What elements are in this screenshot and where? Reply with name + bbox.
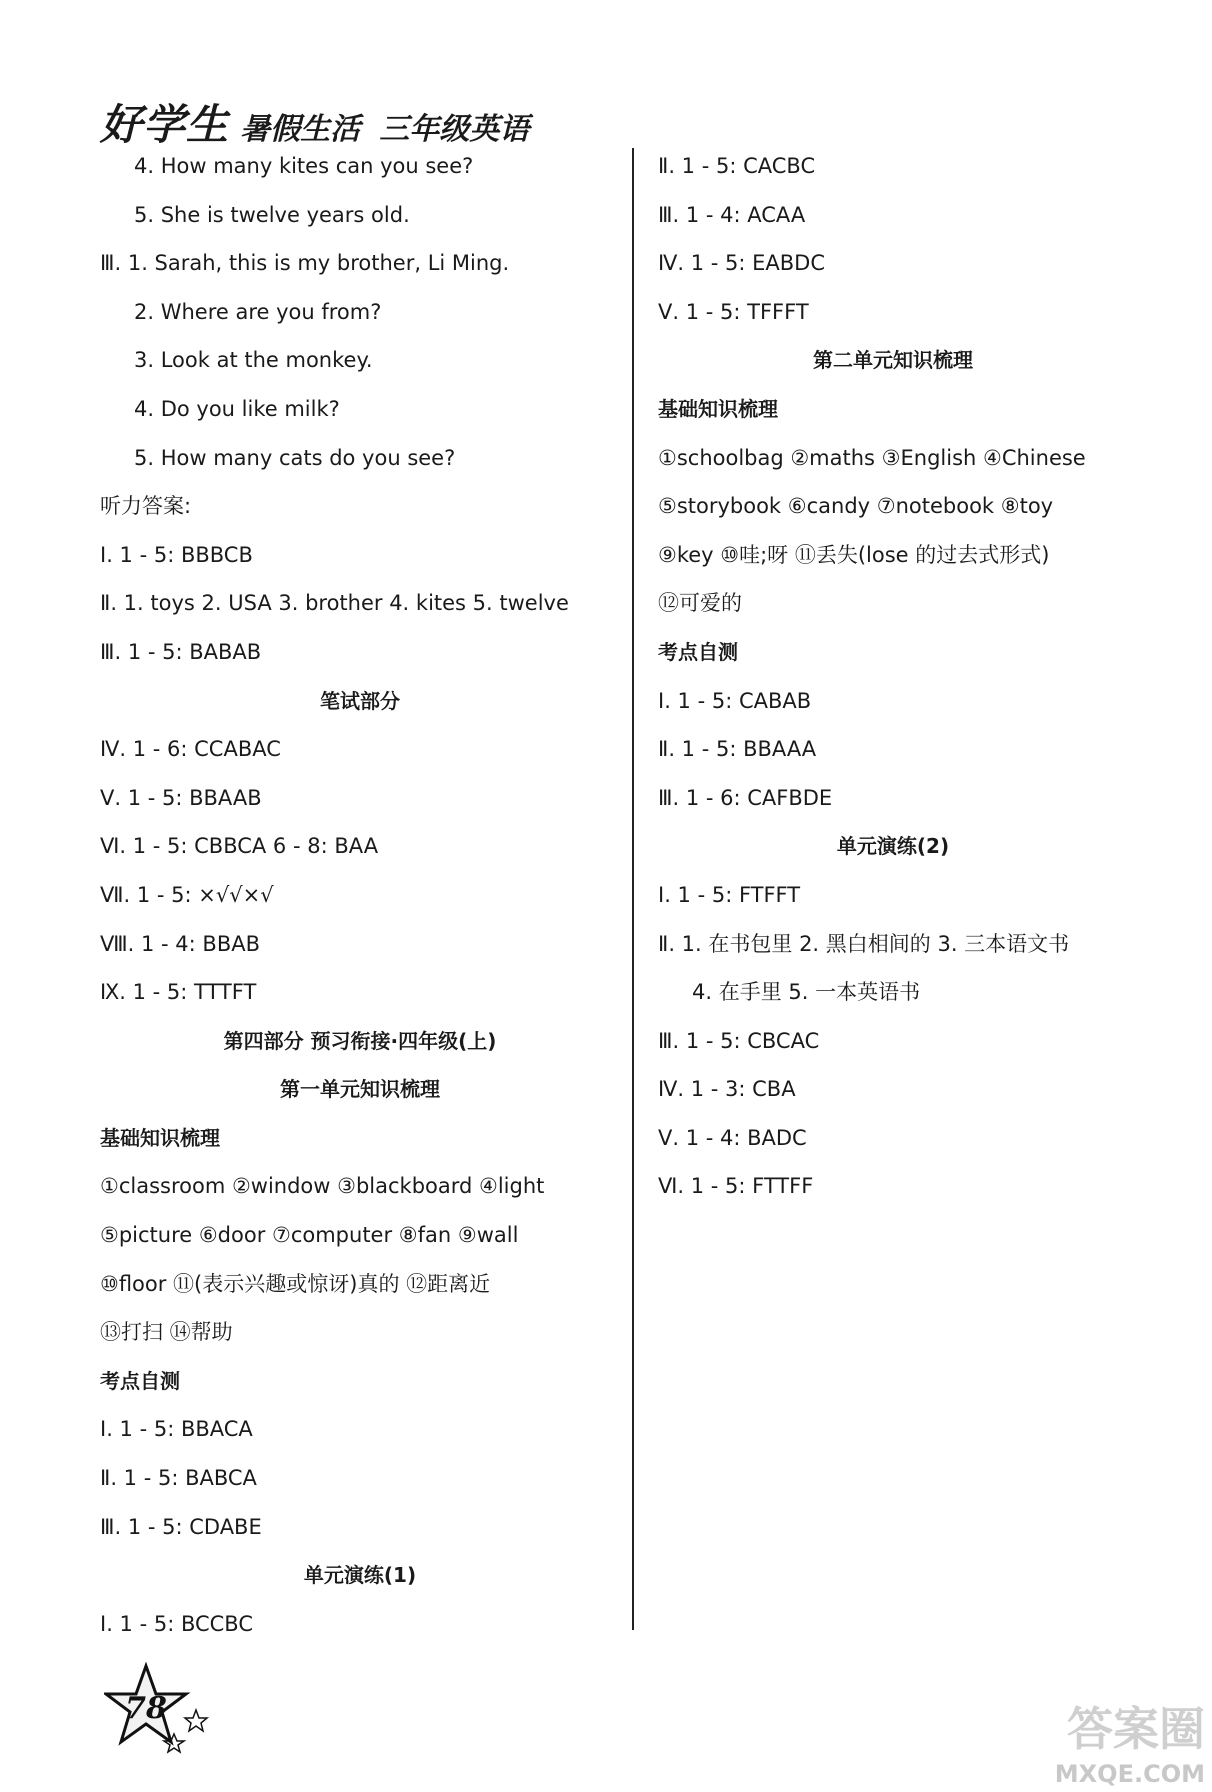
column-divider [632, 148, 634, 1630]
left-column [100, 142, 620, 1648]
right-column [658, 142, 1128, 1211]
left-column-line: Ⅲ. 1 - 5: BABAB [100, 639, 262, 664]
right-column-line: Ⅱ. 1 - 5: BBAAA [658, 737, 817, 762]
left-column-line: Ⅷ. 1 - 4: BBAB [100, 931, 260, 956]
right-column-line: Ⅲ. 1 - 4: ACAA [658, 202, 806, 227]
left-column-line: 3. Look at the monkey. [134, 348, 373, 373]
right-column-line: ⑨key ⑩哇;呀 ⑪丢失(lose 的过去式形式) [658, 542, 1050, 567]
right-column-line: 4. 在手里 5. 一本英语书 [692, 980, 921, 1005]
page-number: 78 [125, 1691, 167, 1726]
right-column-line: 考点自测 [658, 639, 738, 664]
book-subject: 三年级英语 [379, 112, 530, 147]
left-column-line: Ⅴ. 1 - 5: BBAAB [100, 785, 262, 810]
right-column-line: Ⅱ. 1. 在书包里 2. 黑白相间的 3. 三本语文书 [658, 931, 1070, 956]
watermark-url: MXQE.COM [1054, 1760, 1205, 1788]
left-column-line: 第四部分 预习衔接·四年级(上) [223, 1028, 497, 1053]
left-column-line: 2. Where are you from? [134, 299, 382, 324]
left-column-line: Ⅵ. 1 - 5: CBBCA 6 - 8: BAA [100, 834, 379, 859]
right-column-line: Ⅴ. 1 - 5: TFFFT [658, 299, 809, 324]
right-column-line: ①schoolbag ②maths ③English ④Chinese [658, 445, 1086, 470]
left-column-line: Ⅳ. 1 - 6: CCABAC [100, 737, 281, 762]
left-column-line: 第一单元知识梳理 [280, 1077, 440, 1102]
left-column-line: 基础知识梳理 [100, 1125, 220, 1150]
right-column-line: Ⅳ. 1 - 5: EABDC [658, 251, 826, 276]
right-column-line: Ⅵ. 1 - 5: FTTFF [658, 1174, 814, 1199]
right-column-line: 基础知识梳理 [658, 396, 778, 421]
left-column-line: Ⅲ. 1 - 5: CDABE [100, 1514, 262, 1539]
left-column-line: ⑩floor ⑪(表示兴趣或惊讶)真的 ⑫距离近 [100, 1271, 491, 1296]
right-column-line: Ⅰ. 1 - 5: CABAB [658, 688, 812, 713]
left-column-line: Ⅶ. 1 - 5: ×√√×√ [100, 882, 274, 907]
right-column-line: Ⅱ. 1 - 5: CACBC [658, 154, 816, 178]
right-column-line: 单元演练(2) [836, 834, 950, 859]
book-brand: 好学生 [100, 100, 230, 149]
right-column-line: Ⅲ. 1 - 5: CBCAC [658, 1028, 820, 1053]
right-column-line: ⑫可爱的 [658, 591, 742, 616]
left-column-line: ⑬打扫 ⑭帮助 [100, 1320, 233, 1345]
left-column-line: Ⅲ. 1. Sarah, this is my brother, Li Ming. [100, 251, 510, 276]
left-column-line: 听力答案: [100, 494, 192, 519]
right-column-line: 第二单元知识梳理 [813, 348, 973, 373]
left-column-line: ①classroom ②window ③blackboard ④light [100, 1174, 545, 1199]
left-column-line: Ⅱ. 1 - 5: BABCA [100, 1466, 257, 1491]
left-column-line: Ⅰ. 1 - 5: BBBCB [100, 542, 253, 567]
right-column-line: Ⅳ. 1 - 3: CBA [658, 1077, 796, 1102]
right-column-line: ⑤storybook ⑥candy ⑦notebook ⑧toy [658, 494, 1054, 519]
page-header [100, 92, 530, 149]
left-column-line: 5. How many cats do you see? [134, 445, 456, 470]
watermark-logo: 答案圈 [1067, 1702, 1205, 1756]
page-number-badge [104, 1660, 214, 1760]
right-column-line: Ⅴ. 1 - 4: BADC [658, 1125, 807, 1150]
left-column-line: 笔试部分 [320, 688, 400, 713]
watermark [1010, 1690, 1210, 1790]
left-column-line: Ⅰ. 1 - 5: BBACA [100, 1417, 253, 1442]
left-column-line: 4. How many kites can you see? [134, 154, 474, 178]
left-column-line: 5. She is twelve years old. [134, 202, 410, 227]
small-star-icon [185, 1710, 207, 1731]
book-subtitle: 暑假生活 [240, 112, 361, 147]
left-column-line: 单元演练(1) [303, 1563, 417, 1588]
left-column-line: Ⅸ. 1 - 5: TTTFT [100, 980, 257, 1005]
right-column-line: Ⅲ. 1 - 6: CAFBDE [658, 785, 833, 810]
right-column-line: Ⅰ. 1 - 5: FTFFT [658, 882, 801, 907]
left-column-line: ⑤picture ⑥door ⑦computer ⑧fan ⑨wall [100, 1223, 519, 1248]
left-column-line: 4. Do you like milk? [134, 396, 340, 421]
left-column-line: Ⅱ. 1. toys 2. USA 3. brother 4. kites 5. twelve [100, 591, 569, 616]
left-column-line: Ⅰ. 1 - 5: BCCBC [100, 1611, 254, 1636]
left-column-line: 考点自测 [100, 1368, 180, 1393]
